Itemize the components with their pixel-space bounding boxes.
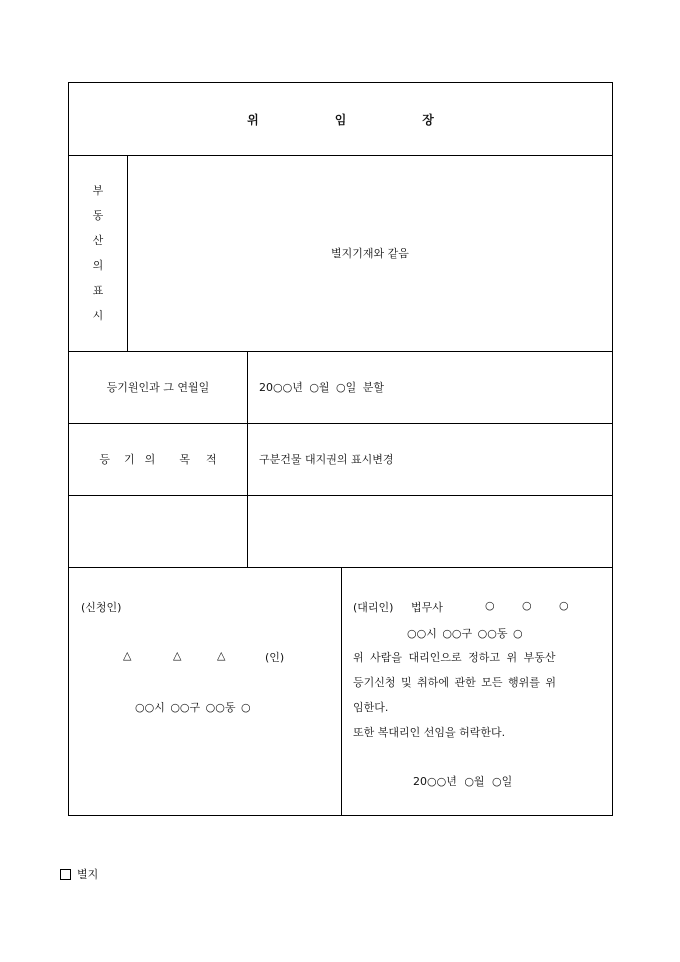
property-value: 별지기재와 같음 [331, 247, 409, 260]
purpose-label-char: 목 [179, 453, 190, 466]
property-label-char: 시 [92, 309, 104, 322]
property-value-cell [127, 155, 613, 351]
title-char: 위 [247, 112, 259, 127]
title-char: 장 [422, 112, 434, 127]
applicant-seal: (인) [265, 651, 285, 664]
footnote-label: 별지 [77, 868, 99, 881]
agent-date: 20○○년 ○월 ○일 [413, 775, 513, 788]
property-label-char: 동 [92, 209, 104, 222]
agent-delegation-line: 위 사람을 대리인으로 정하고 위 부동산 [353, 651, 556, 664]
checkbox-square-icon [60, 869, 71, 880]
applicant-name-mark: △ [123, 649, 132, 662]
property-label-char: 산 [92, 234, 104, 247]
property-label-char: 부 [92, 184, 104, 197]
property-label-char: 표 [92, 284, 104, 297]
agent-name-mark: ○ [485, 599, 495, 612]
agent-title: 법무사 [410, 601, 443, 614]
agent-name-mark: ○ [559, 599, 569, 612]
cause-value: 20○○년 ○월 ○일 분할 [259, 381, 385, 394]
purpose-label-cell [69, 423, 247, 495]
applicant-address: ○○시 ○○구 ○○동 ○ [135, 701, 251, 714]
document-title [69, 83, 612, 155]
agent-header-row [353, 599, 443, 615]
divider [69, 495, 612, 496]
title-char: 임 [334, 112, 347, 127]
purpose-value: 구분건물 대지권의 표시변경 [259, 453, 394, 466]
applicant-header: (신청인) [81, 601, 122, 614]
power-of-attorney-form [68, 82, 613, 816]
purpose-label-char: 의 [144, 453, 156, 466]
agent-delegation-line: 임한다. [353, 701, 389, 714]
agent-delegation-line: 등기신청 및 취하에 관한 모든 행위를 위 [353, 676, 556, 689]
cause-label: 등기원인과 그 연월일 [106, 381, 210, 394]
footnote [60, 866, 98, 882]
divider [341, 567, 342, 816]
cause-value-cell [247, 351, 613, 423]
agent-header: (대리인) [353, 601, 394, 614]
agent-name-mark: ○ [522, 599, 532, 612]
agent-sub-agent-text: 또한 복대리인 선임을 허락한다. [353, 726, 506, 739]
cause-label-cell [69, 351, 247, 423]
property-label [69, 155, 127, 351]
purpose-value-cell [247, 423, 613, 495]
applicant-name-mark: △ [217, 649, 226, 662]
applicant-name-mark: △ [173, 649, 182, 662]
purpose-label-char: 적 [205, 453, 217, 466]
agent-address: ○○시 ○○구 ○○동 ○ [407, 627, 523, 640]
property-label-char: 의 [92, 259, 104, 272]
purpose-label-char: 등 [99, 453, 111, 466]
purpose-label-char: 기 [124, 453, 135, 466]
